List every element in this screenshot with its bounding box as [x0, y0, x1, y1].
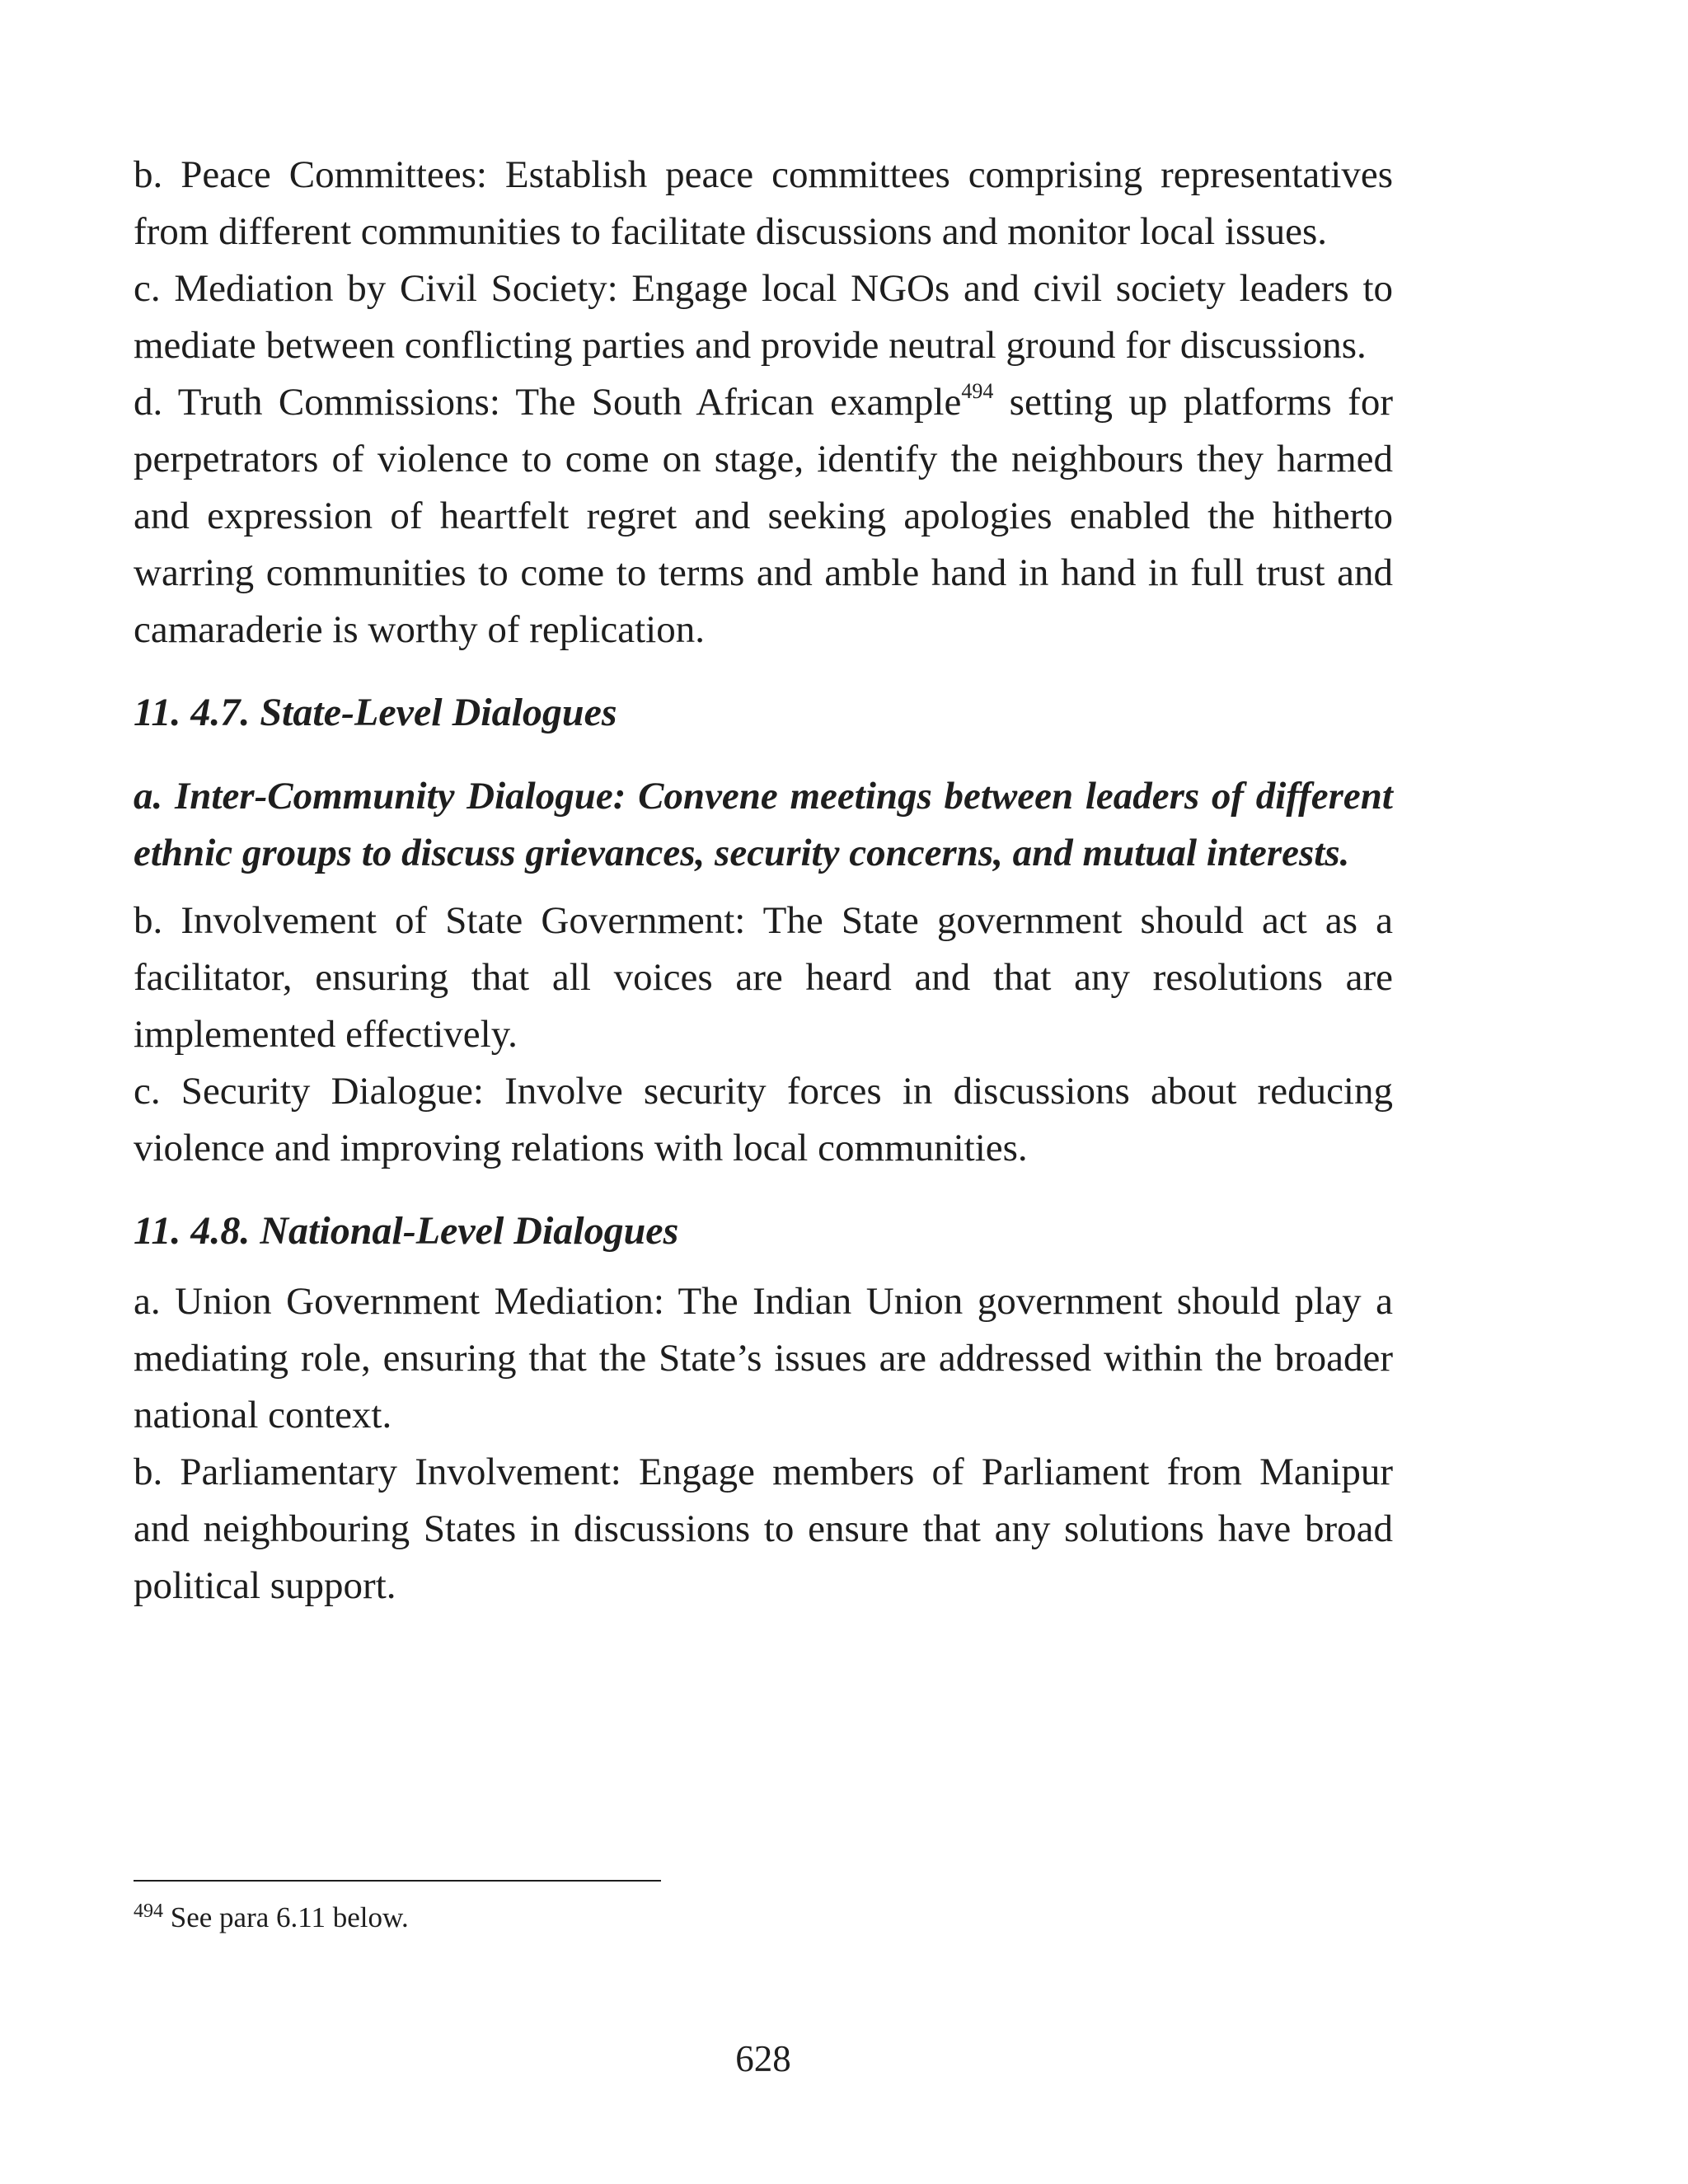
footnote-divider — [134, 1880, 661, 1882]
paragraph-inter-community-dialogue: a. Inter-Community Dialogue: Convene meetings between leaders of different ethnic groups to discuss grievances, security concerns, and mutual interests. — [134, 775, 1393, 874]
paragraph-security-dialogue: c. Security Dialogue: Involve security forces in discussions about reducing violence and improving relations with local communities. — [134, 1070, 1393, 1169]
paragraph-state-government: b. Involvement of State Government: The State government should act as a facilitator, ensuring that all voices are heard and that any resolutions are implemented effectively. — [134, 899, 1393, 1056]
footnote-reference[interactable]: 494 — [961, 379, 994, 403]
section-heading-national-level: 11. 4.8. National-Level Dialogues — [134, 1209, 679, 1253]
paragraph-union-government: a. Union Government Mediation: The Indian Union government should play a mediating role, ensuring that the State’s issues are addressed within the broader national context. — [134, 1280, 1393, 1436]
section-heading-state-level: 11. 4.7. State-Level Dialogues — [134, 691, 617, 734]
truth-commissions-lead: d. Truth Commissions: The South African example — [134, 381, 962, 424]
paragraph-mediation-civil-society: c. Mediation by Civil Society: Engage local NGOs and civil society leaders to mediate between conflicting parties and provide neutral ground for discussions. — [134, 267, 1393, 367]
page-body — [134, 147, 1393, 1615]
truth-commissions-rest: setting up platforms for perpetrators of violence to come on stage, identify the neighbours they harmed and expression of heartfelt regret and seeking apologies enabled the hitherto warring communities to come to terms and amble hand in hand in full trust and camaraderie is worthy of replication. — [134, 381, 1393, 651]
paragraph-peace-committees: b. Peace Committees: Establish peace committees comprising representatives from different communities to facilitate discussions and monitor local issues. — [134, 153, 1393, 253]
footnote-text: See para 6.11 below. — [163, 1901, 409, 1933]
footnote-marker: 494 — [134, 1900, 163, 1922]
paragraph-truth-commissions — [134, 374, 1393, 658]
paragraph-parliamentary-involvement: b. Parliamentary Involvement: Engage members of Parliament from Manipur and neighbouring States in discussions to ensure that any solutions have broad political support. — [134, 1451, 1393, 1607]
footnote — [134, 1900, 409, 1936]
page-number: 628 — [735, 2038, 791, 2079]
